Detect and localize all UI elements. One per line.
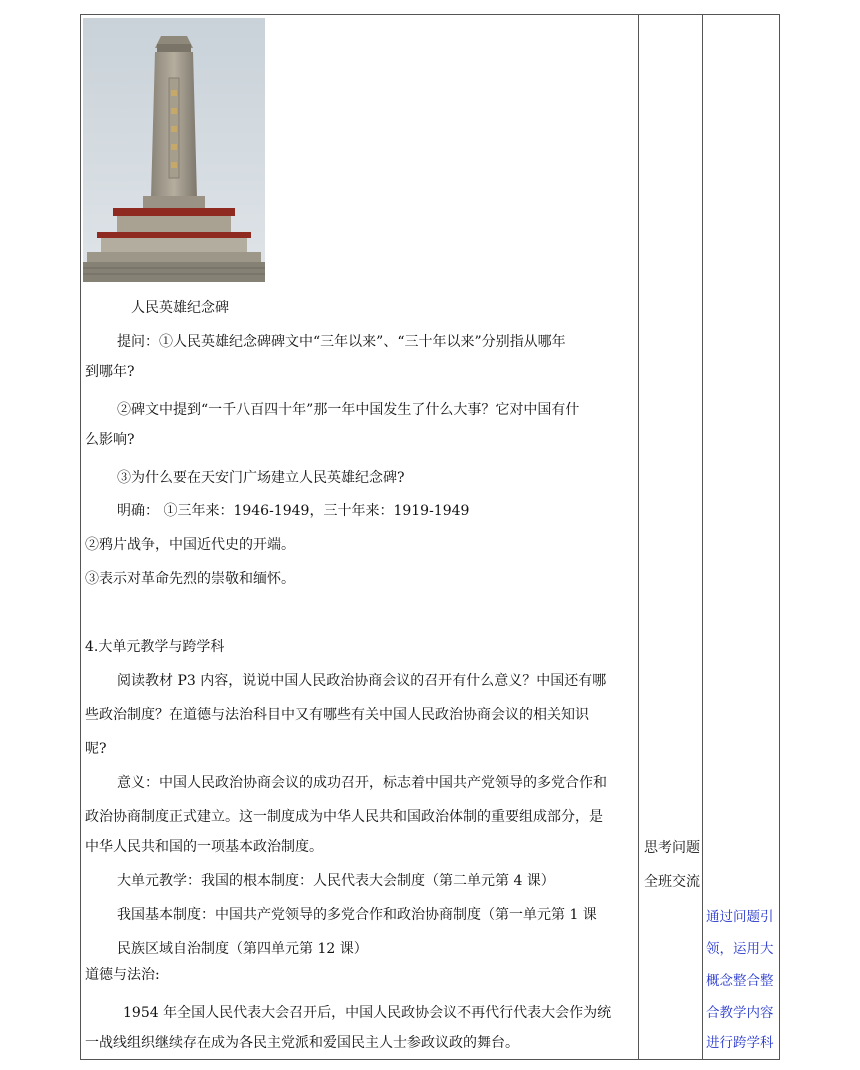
lesson-table	[80, 14, 780, 1060]
reading-task-line: 些政治制度？在道德与法治科目中又有哪些有关中国人民政治协商会议的相关知识	[85, 707, 589, 723]
unit-teaching-line: 民族区域自治制度（第四单元第 12 课）	[117, 941, 368, 957]
monument-photo	[83, 18, 265, 282]
design-intent-line: 概念整合整	[706, 973, 774, 989]
moral-law-line: 一战线组织继续存在成为各民主党派和爱国民主人士参政议政的舞台。	[85, 1035, 519, 1051]
meaning-line: 中华人民共和国的一项基本政治制度。	[85, 839, 323, 855]
meaning-line: 政治协商制度正式建立。这一制度成为中华人民共和国政治体制的重要组成部分，是	[85, 809, 603, 825]
meaning-line: 意义：中国人民政治协商会议的成功召开，标志着中国共产党领导的多党合作和	[117, 775, 607, 791]
column-divider	[702, 15, 703, 1059]
photo-caption: 人民英雄纪念碑	[131, 300, 229, 316]
question-2-line: ②碑文中提到“一千八百四十年”那一年中国发生了什么大事？它对中国有什	[117, 402, 580, 418]
reading-task-line: 阅读教材 P3 内容，说说中国人民政治协商会议的召开有什么意义？中国还有哪	[117, 673, 607, 689]
question-3: ③为什么要在天安门广场建立人民英雄纪念碑?	[117, 470, 405, 486]
design-intent-line: 通过问题引	[706, 909, 774, 925]
unit-teaching-line: 大单元教学：我国的根本制度：人民代表大会制度（第二单元第 4 课）	[117, 873, 555, 889]
answer-line: ③表示对革命先烈的崇敬和缅怀。	[85, 571, 295, 587]
question-prompt: 提问：①人民英雄纪念碑碑文中“三年以来”、“三十年以来”分别指从哪年	[117, 334, 566, 350]
reading-task-line: 呢?	[85, 741, 107, 757]
student-activity-line: 思考问题	[644, 840, 700, 856]
design-intent-line: 领，运用大	[706, 941, 774, 957]
answer-line: ②鸦片战争，中国近代史的开端。	[85, 537, 295, 553]
question-2-line: 么影响?	[85, 432, 135, 448]
column-divider	[638, 15, 639, 1059]
question-1-continuation: 到哪年?	[85, 364, 135, 380]
design-intent-line: 进行跨学科	[706, 1035, 774, 1051]
design-intent-line: 合教学内容	[706, 1005, 774, 1021]
moral-law-title: 道德与法治:	[85, 967, 160, 983]
answer-line: 明确： ①三年来：1946-1949，三十年来：1919-1949	[117, 503, 470, 519]
moral-law-line: 1954 年全国人民代表大会召开后，中国人民政协会议不再代行代表大会作为统	[123, 1005, 612, 1021]
section-title: 4.大单元教学与跨学科	[85, 639, 225, 655]
unit-teaching-line: 我国基本制度：中国共产党领导的多党合作和政治协商制度（第一单元第 1 课	[117, 907, 597, 923]
student-activity-line: 全班交流	[644, 874, 700, 890]
